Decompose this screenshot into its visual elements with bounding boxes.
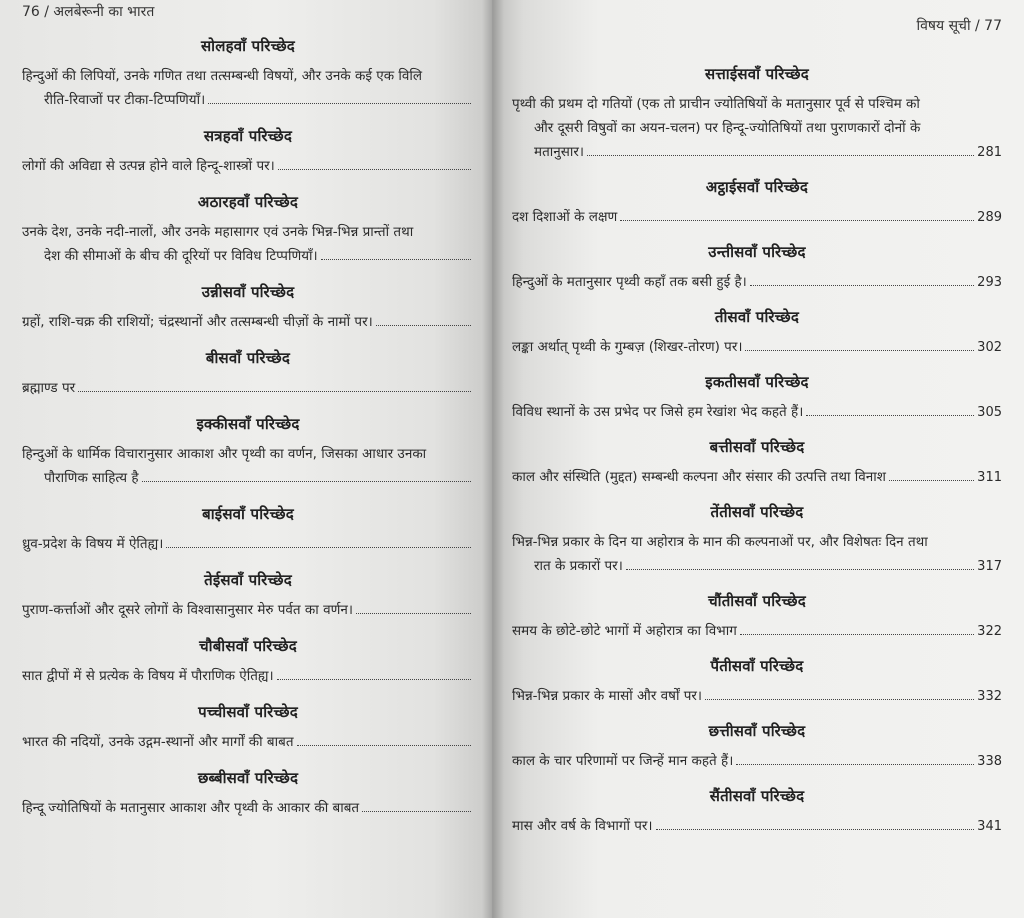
dot-leader bbox=[656, 829, 975, 830]
entry-text: पौराणिक साहित्य है bbox=[44, 470, 139, 486]
page-number: 317 bbox=[977, 559, 1002, 574]
dot-leader bbox=[806, 415, 974, 416]
toc-chapter bbox=[22, 636, 474, 688]
chapter-title: चौंतीसवाँ परिच्छेद bbox=[708, 592, 806, 610]
chapter-entry bbox=[512, 619, 1002, 644]
chapter-entry bbox=[512, 465, 1002, 490]
dot-leader bbox=[750, 285, 974, 286]
dot-leader bbox=[278, 169, 471, 170]
entry-text: ध्रुव-प्रदेश के विषय में ऐतिह्य। bbox=[22, 536, 164, 552]
chapter-title: सत्रहवाँ परिच्छेद bbox=[203, 127, 293, 145]
dot-leader bbox=[208, 103, 471, 104]
chapter-title: तेईसवाँ परिच्छेद bbox=[204, 571, 292, 589]
entry-text: काल के चार परिणामों पर जिन्हें मान कहते हैं। bbox=[512, 753, 734, 769]
chapter-title: पच्चीसवाँ परिच्छेद bbox=[198, 703, 298, 721]
chapter-entry bbox=[512, 530, 1002, 579]
dot-leader bbox=[166, 547, 471, 548]
toc-chapter bbox=[512, 177, 1002, 230]
entry-text: हिन्दुओं के मतानुसार पृथ्वी कहाँ तक बसी हुई है। bbox=[512, 274, 747, 290]
chapter-entry bbox=[512, 684, 1002, 709]
dot-leader bbox=[321, 259, 471, 260]
chapter-title: उन्नीसवाँ परिच्छेद bbox=[201, 283, 295, 301]
right-page bbox=[492, 0, 1024, 918]
toc-chapter bbox=[22, 570, 474, 622]
chapter-entry bbox=[22, 154, 474, 178]
entry-text: समय के छोटे-छोटे भागों में अहोरात्र का विभाग bbox=[512, 623, 737, 639]
toc-chapter bbox=[22, 348, 474, 400]
entry-text: लोगों की अविद्या से उत्पन्न होने वाले हिन्दू-शास्त्रों पर। bbox=[22, 158, 275, 174]
chapter-title: छब्बीसवाँ परिच्छेद bbox=[197, 769, 299, 787]
chapter-entry bbox=[22, 64, 474, 112]
chapter-title: बत्तीसवाँ परिच्छेद bbox=[709, 438, 805, 456]
page-number: 311 bbox=[977, 470, 1002, 485]
toc-chapter bbox=[22, 192, 474, 268]
dot-leader bbox=[745, 350, 974, 351]
left-page bbox=[0, 0, 492, 918]
chapter-title: इक्कीसवाँ परिच्छेद bbox=[196, 415, 300, 433]
toc-chapter bbox=[512, 307, 1002, 360]
chapter-entry bbox=[22, 376, 474, 400]
page-number: 332 bbox=[977, 689, 1002, 704]
dot-leader bbox=[277, 679, 471, 680]
chapter-entry bbox=[22, 220, 474, 268]
entry-text: ब्रह्माण्ड पर bbox=[22, 380, 76, 396]
page-number: 281 bbox=[977, 145, 1002, 160]
toc-chapter bbox=[22, 702, 474, 754]
entry-text: भिन्न-भिन्न प्रकार के मासों और वर्षों पर। bbox=[512, 688, 703, 704]
chapter-entry bbox=[512, 92, 1002, 165]
page-number: 302 bbox=[977, 340, 1002, 355]
dot-leader bbox=[356, 613, 471, 614]
dot-leader bbox=[78, 391, 471, 392]
chapter-title: पैंतीसवाँ परिच्छेद bbox=[710, 657, 804, 675]
page-number: 341 bbox=[977, 819, 1002, 834]
dot-leader bbox=[376, 325, 471, 326]
toc-chapter bbox=[512, 786, 1002, 839]
chapter-entry bbox=[512, 335, 1002, 360]
toc-chapter bbox=[22, 768, 474, 820]
dot-leader bbox=[705, 699, 974, 700]
entry-text: दश दिशाओं के लक्षण bbox=[512, 209, 618, 225]
chapter-entry bbox=[22, 796, 474, 820]
entry-text: हिन्दुओं की लिपियों, उनके गणित तथा तत्सम्बन्धी विषयों, और उनके कई एक विलि bbox=[22, 68, 423, 84]
toc-chapter bbox=[22, 126, 474, 178]
dot-leader bbox=[362, 811, 471, 812]
left-running-head: 76 / अलबेरूनी का भारत bbox=[22, 4, 155, 20]
entry-text: हिन्दू ज्योतिषियों के मतानुसार आकाश और पृथ्वी के आकार की बाबत bbox=[22, 800, 360, 816]
right-running-head: विषय सूची / 77 bbox=[916, 18, 1002, 34]
toc-chapter bbox=[512, 372, 1002, 425]
entry-text: ग्रहों, राशि-चक्र की राशियों; चंद्रस्थानों और तत्सम्बन्धी चीज़ों के नामों पर। bbox=[22, 314, 373, 330]
entry-text: मतानुसार। bbox=[534, 144, 585, 160]
chapter-entry bbox=[22, 532, 474, 556]
chapter-title: छत्तीसवाँ परिच्छेद bbox=[708, 722, 806, 740]
entry-text: पुराण-कर्त्ताओं और दूसरे लोगों के विश्वासानुसार मेरु पर्वत का वर्णन। bbox=[22, 602, 353, 618]
entry-text: लङ्का अर्थात् पृथ्वी के गुम्बज़ (शिखर-तोरण) पर। bbox=[512, 339, 743, 355]
page-number: 293 bbox=[977, 275, 1002, 290]
entry-text: भारत की नदियों, उनके उद्गम-स्थानों और मार्गों की बाबत bbox=[22, 734, 294, 750]
dot-leader bbox=[736, 764, 974, 765]
chapter-title: बाईसवाँ परिच्छेद bbox=[202, 505, 294, 523]
left-contents-list bbox=[22, 30, 474, 820]
chapter-entry bbox=[22, 664, 474, 688]
entry-text: भिन्न-भिन्न प्रकार के दिन या अहोरात्र के मान की कल्पनाओं पर, और विशेषतः दिन तथा bbox=[512, 534, 928, 550]
entry-text: पृथ्वी की प्रथम दो गतियों (एक तो प्राचीन ज्योतिषियों के मतानुसार पूर्व से पश्चिम को bbox=[512, 96, 920, 112]
chapter-entry bbox=[22, 442, 474, 490]
dot-leader bbox=[620, 220, 974, 221]
toc-chapter bbox=[512, 656, 1002, 709]
chapter-title: तीसवाँ परिच्छेद bbox=[714, 308, 800, 326]
page-number: 305 bbox=[977, 405, 1002, 420]
chapter-title: बीसवाँ परिच्छेद bbox=[205, 349, 291, 367]
entry-text: विविध स्थानों के उस प्रभेद पर जिसे हम रेखांश भेद कहते हैं। bbox=[512, 404, 804, 420]
chapter-title: सोलहवाँ परिच्छेद bbox=[201, 37, 295, 55]
chapter-entry bbox=[512, 814, 1002, 839]
chapter-title: उन्तीसवाँ परिच्छेद bbox=[708, 243, 806, 261]
chapter-entry bbox=[22, 730, 474, 754]
toc-chapter bbox=[512, 437, 1002, 490]
chapter-entry bbox=[22, 598, 474, 622]
chapter-title: इकतीसवाँ परिच्छेद bbox=[705, 373, 809, 391]
page-number: 289 bbox=[977, 210, 1002, 225]
dot-leader bbox=[626, 569, 974, 570]
entry-text: मास और वर्ष के विभागों पर। bbox=[512, 818, 653, 834]
toc-chapter bbox=[512, 721, 1002, 774]
dot-leader bbox=[889, 480, 974, 481]
chapter-entry bbox=[22, 310, 474, 334]
page-number: 322 bbox=[977, 624, 1002, 639]
chapter-entry bbox=[512, 205, 1002, 230]
chapter-title: चौबीसवाँ परिच्छेद bbox=[199, 637, 297, 655]
entry-text: उनके देश, उनके नदी-नालों, और उनके महासागर एवं उनके भिन्न-भिन्न प्रान्तों तथा bbox=[22, 224, 414, 240]
chapter-title: अट्ठाईसवाँ परिच्छेद bbox=[705, 178, 809, 196]
entry-text: काल और संस्थिति (मुद्दत) सम्बन्धी कल्पना और संसार की उत्पत्ति तथा विनाश bbox=[512, 469, 886, 485]
entry-text: रात के प्रकारों पर। bbox=[534, 558, 623, 574]
chapter-title: सैंतीसवाँ परिच्छेद bbox=[709, 787, 805, 805]
entry-text: रीति-रिवाजों पर टीका-टिप्पणियाँ। bbox=[44, 92, 206, 108]
dot-leader bbox=[297, 745, 471, 746]
toc-chapter bbox=[512, 242, 1002, 295]
chapter-title: तेंतीसवाँ परिच्छेद bbox=[710, 503, 804, 521]
dot-leader bbox=[740, 634, 974, 635]
toc-chapter bbox=[22, 282, 474, 334]
entry-text: सात द्वीपों में से प्रत्येक के विषय में पौराणिक ऐतिह्य। bbox=[22, 668, 274, 684]
toc-chapter bbox=[22, 414, 474, 490]
dot-leader bbox=[142, 481, 471, 482]
toc-chapter bbox=[512, 591, 1002, 644]
right-contents-list bbox=[512, 44, 1002, 839]
chapter-title: सत्ताईसवाँ परिच्छेद bbox=[705, 65, 809, 83]
dot-leader bbox=[587, 155, 974, 156]
book-gutter bbox=[482, 0, 504, 918]
toc-chapter bbox=[22, 504, 474, 556]
chapter-entry bbox=[512, 270, 1002, 295]
entry-text: हिन्दुओं के धार्मिक विचारानुसार आकाश और पृथ्वी का वर्णन, जिसका आधार उनका bbox=[22, 446, 427, 462]
chapter-entry bbox=[512, 400, 1002, 425]
toc-chapter bbox=[512, 64, 1002, 165]
entry-text: देश की सीमाओं के बीच की दूरियों पर विविध टिप्पणियाँ। bbox=[44, 248, 318, 264]
chapter-entry bbox=[512, 749, 1002, 774]
entry-text: और दूसरी विषुवों का अयन-चलन) पर हिन्दू-ज्योतिषियों तथा पुराणकारों दोनों के bbox=[534, 120, 921, 136]
chapter-title: अठारहवाँ परिच्छेद bbox=[197, 193, 299, 211]
toc-chapter bbox=[22, 36, 474, 112]
page-number: 338 bbox=[977, 754, 1002, 769]
toc-chapter bbox=[512, 502, 1002, 579]
